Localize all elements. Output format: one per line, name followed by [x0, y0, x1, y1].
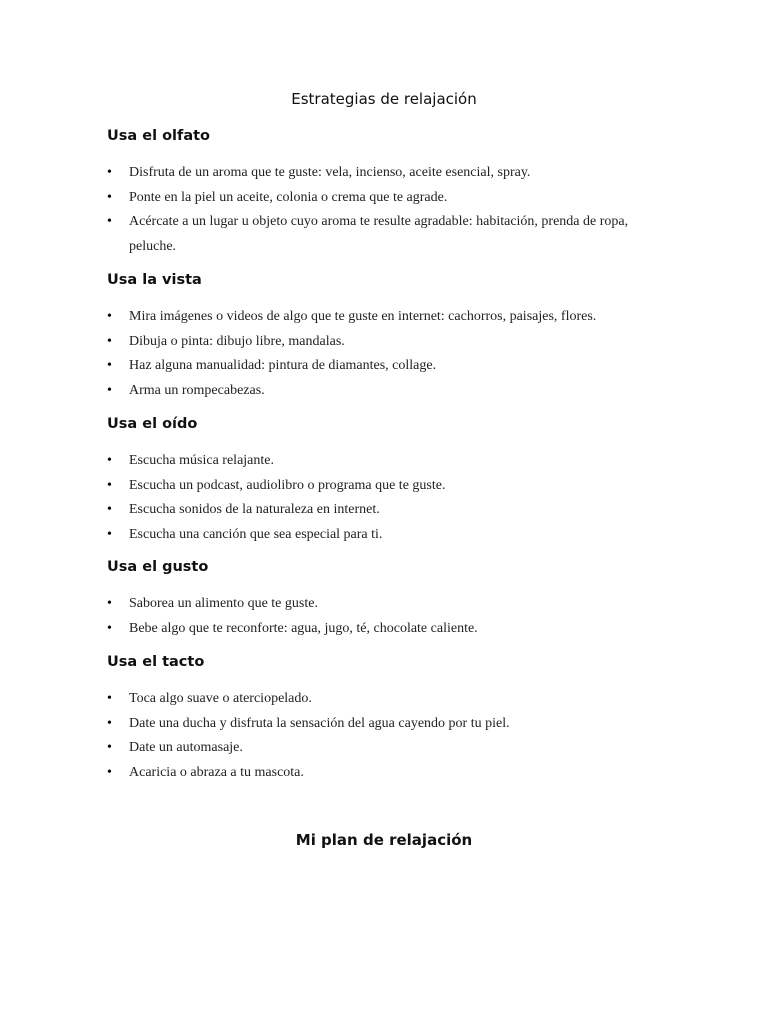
list-item-text: Escucha sonidos de la naturaleza en internet. — [129, 502, 380, 517]
section-heading: Usa el oído — [107, 416, 198, 432]
section-heading: Usa el gusto — [107, 559, 209, 575]
section-tacto — [107, 652, 667, 785]
bullet-icon: • — [107, 189, 112, 205]
bullet-icon: • — [107, 502, 112, 517]
list-item — [107, 210, 667, 259]
bullet-icon: • — [107, 620, 112, 636]
list-item-text: Date una ducha y disfruta la sensación del agua cayendo por tu piel. — [129, 715, 510, 731]
bullet-icon: • — [107, 453, 112, 468]
list-item — [107, 498, 667, 523]
list-item-text: Date un automasaje. — [129, 740, 243, 755]
list-item — [107, 761, 667, 786]
list-item — [107, 474, 667, 499]
bullet-icon: • — [107, 740, 112, 755]
bullet-list — [107, 449, 667, 547]
bullet-list — [107, 687, 667, 785]
list-item — [107, 186, 667, 211]
bullet-list — [107, 592, 667, 641]
list-item-text: Escucha música relajante. — [129, 453, 274, 468]
bullet-icon: • — [107, 214, 112, 229]
bullet-icon: • — [107, 596, 112, 611]
bullet-list — [107, 161, 667, 259]
list-item — [107, 687, 667, 712]
list-item-text: Dibuja o pinta: dibujo libre, mandalas. — [129, 333, 345, 349]
list-item — [107, 354, 667, 379]
list-item — [107, 712, 667, 737]
list-item-text: Acaricia o abraza a tu mascota. — [129, 764, 304, 780]
bullet-icon: • — [107, 715, 112, 731]
section-heading: Usa la vista — [107, 272, 202, 288]
list-item — [107, 161, 667, 186]
list-item — [107, 449, 667, 474]
list-item-text: Arma un rompecabezas. — [129, 382, 265, 398]
section-vista — [107, 270, 667, 403]
bullet-icon: • — [107, 165, 112, 180]
bullet-icon: • — [107, 477, 112, 493]
list-item — [107, 379, 667, 404]
list-item-text: Haz alguna manualidad: pintura de diamantes, collage. — [129, 358, 437, 373]
page-title: Estrategias de relajación — [291, 90, 477, 108]
bullet-icon: • — [107, 333, 112, 349]
bullet-icon: • — [107, 764, 112, 780]
section-olfato — [107, 126, 667, 259]
bullet-icon: • — [107, 526, 112, 542]
plan-title: Mi plan de relajación — [295, 831, 473, 849]
list-item-text: Acércate a un lugar u objeto cuyo aroma te resulte agradable: habitación, prenda de ropa, peluche. — [129, 214, 629, 254]
list-item — [107, 305, 667, 330]
section-heading: Usa el tacto — [107, 654, 205, 670]
list-item — [107, 523, 667, 548]
bullet-icon: • — [107, 382, 112, 398]
bullet-icon: • — [107, 691, 112, 706]
list-item-text: Mira imágenes o videos de algo que te guste en internet: cachorros, paisajes, flores. — [129, 309, 597, 324]
list-item — [107, 330, 667, 355]
list-item-text: Ponte en la piel un aceite, colonia o crema que te agrade. — [129, 189, 448, 205]
bullet-icon: • — [107, 309, 112, 324]
list-item-text: Saborea un alimento que te guste. — [129, 596, 318, 611]
list-item — [107, 592, 667, 617]
list-item-text: Disfruta de un aroma que te guste: vela, incienso, aceite esencial, spray. — [129, 165, 531, 180]
section-heading: Usa el olfato — [107, 128, 211, 144]
section-oido — [107, 414, 667, 547]
list-item — [107, 736, 667, 761]
list-item-text: Toca algo suave o aterciopelado. — [129, 691, 312, 706]
list-item-text: Escucha un podcast, audiolibro o programa que te guste. — [129, 477, 446, 493]
list-item-text: Escucha una canción que sea especial para ti. — [129, 526, 383, 542]
bullet-icon: • — [107, 358, 112, 373]
list-item-text: Bebe algo que te reconforte: agua, jugo, té, chocolate caliente. — [129, 620, 478, 636]
section-gusto — [107, 557, 667, 641]
bullet-list — [107, 305, 667, 403]
list-item — [107, 617, 667, 642]
